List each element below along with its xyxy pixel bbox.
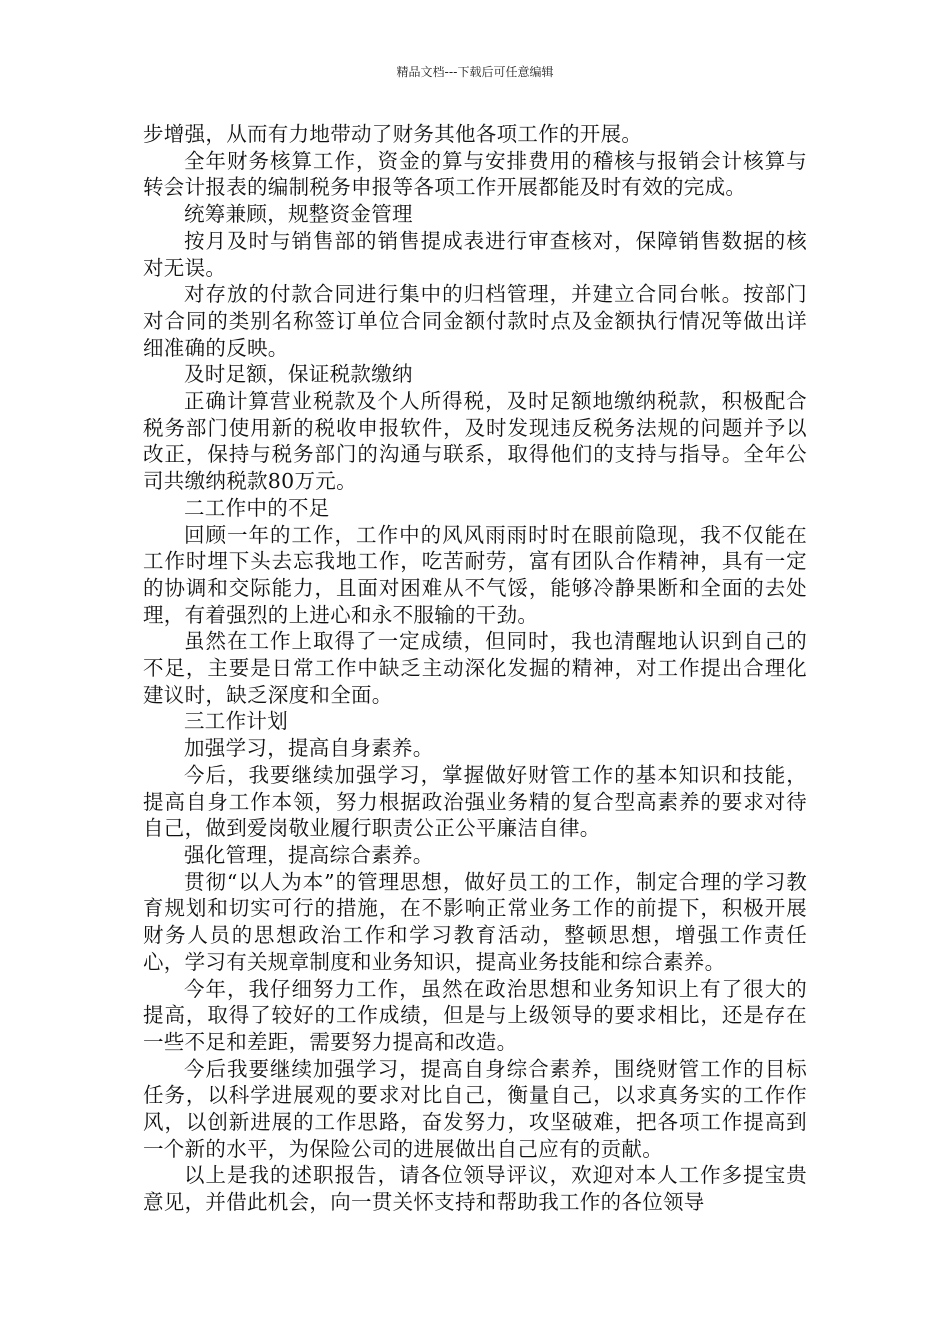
paragraph: 正确计算营业税款及个人所得税，及时足额地缴纳税款，积极配合税务部门使用新的税收申报软件，及时发现违反税务法规的问题并予以改正，保持与税务部门的沟通与联系，取得他们的支持与指导。全年公司共缴纳税款80万元。 — [143, 389, 807, 494]
paragraph: 回顾一年的工作，工作中的风风雨雨时时在眼前隐现，我不仅能在工作时埋下头去忘我地工作，吃苦耐劳，富有团队合作精神，具有一定的协调和交际能力，且面对困难从不气馁，能够冷静果断和全面的去处理，有着强烈的上进心和永不服输的干劲。 — [143, 522, 807, 627]
paragraph: 今年，我仔细努力工作，虽然在政治思想和业务知识上有了很大的提高，取得了较好的工作成绩，但是与上级领导的要求相比，还是存在一些不足和差距，需要努力提高和改造。 — [143, 976, 807, 1054]
paragraph: 按月及时与销售部的销售提成表进行审查核对，保障销售数据的核对无误。 — [143, 228, 807, 280]
paragraph: 全年财务核算工作，资金的算与安排费用的稽核与报销会计核算与转会计报表的编制税务申报等各项工作开展都能及时有效的完成。 — [143, 148, 807, 200]
page-header: 精品文档---下载后可任意编辑 — [396, 65, 554, 79]
paragraph: 步增强，从而有力地带动了财务其他各项工作的开展。 — [143, 122, 643, 146]
paragraph: 今后我要继续加强学习，提高自身综合素养，围绕财管工作的目标任务，以科学进展观的要求对比自己，衡量自己，以求真务实的工作作风，以创新进展的工作思路，奋发努力，攻坚破难，把各项工作提高到一个新的水平，为保险公司的进展做出自己应有的贡献。 — [143, 1056, 807, 1161]
paragraph: 虽然在工作上取得了一定成绩，但同时，我也清醒地认识到自己的不足，主要是日常工作中缺乏主动深化发掘的精神，对工作提出合理化建议时，缺乏深度和全面。 — [143, 629, 807, 707]
section-heading: 加强学习，提高自身素养。 — [184, 736, 434, 761]
section-heading: 及时足额，保证税款缴纳 — [184, 362, 413, 387]
paragraph: 以上是我的述职报告，请各位领导评议，欢迎对本人工作多提宝贵意见，并借此机会，向一贯关怀支持和帮助我工作的各位领导 — [143, 1163, 807, 1215]
section-heading: 统筹兼顾，规整资金管理 — [184, 202, 413, 227]
paragraph: 对存放的付款合同进行集中的归档管理，并建立合同台帐。按部门对合同的类别名称签订单位合同金额付款时点及金额执行情况等做出详细准确的反映。 — [143, 282, 807, 360]
paragraph: 贯彻“以人为本”的管理思想，做好员工的工作，制定合理的学习教育规划和切实可行的措施，在不影响正常业务工作的前提下，积极开展财务人员的思想政治工作和学习教育活动，整顿思想，增强工作责任心，学习有关规章制度和业务知识，提高业务技能和综合素养。 — [143, 869, 807, 974]
document-body — [143, 121, 807, 1216]
section-heading: 三工作计划 — [184, 709, 288, 734]
section-heading: 二工作中的不足 — [184, 495, 330, 520]
section-heading: 强化管理，提高综合素养。 — [184, 842, 434, 867]
paragraph: 今后，我要继续加强学习，掌握做好财管工作的基本知识和技能，提高自身工作本领，努力根据政治强业务精的复合型高素养的要求对待自己，做到爱岗敬业履行职责公正公平廉洁自律。 — [143, 762, 807, 841]
